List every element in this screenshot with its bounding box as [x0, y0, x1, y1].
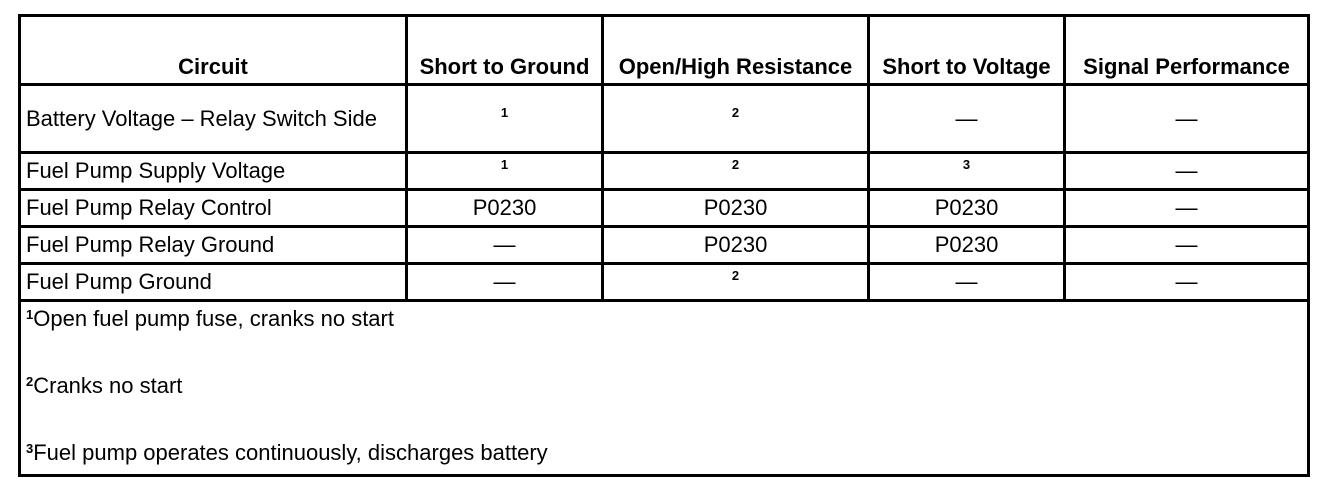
footnote-text: Cranks no start [33, 373, 183, 398]
header-short-to-voltage: Short to Voltage [869, 16, 1065, 85]
short-to-ground-cell: 1 [407, 85, 603, 153]
short-to-voltage-cell: — [869, 264, 1065, 301]
table-row [20, 153, 1309, 190]
header-signal-performance: Signal Performance [1065, 16, 1309, 85]
footnote-mark: 1 [26, 307, 34, 322]
signal-performance-cell: — [1065, 190, 1309, 227]
footnote-mark: 2 [26, 374, 34, 389]
table-row [20, 190, 1309, 227]
header-short-to-ground: Short to Ground [407, 16, 603, 85]
short-to-ground-cell: 1 [407, 153, 603, 190]
short-to-ground-cell: — [407, 264, 603, 301]
footnote-text: Open fuel pump fuse, cranks no start [33, 306, 394, 331]
table-row [20, 85, 1309, 153]
header-row [20, 16, 1309, 85]
signal-performance-cell: — [1065, 264, 1309, 301]
open-high-resistance-cell: 2 [603, 153, 869, 190]
header-circuit: Circuit [20, 16, 407, 85]
circuit-diagnostic-table [18, 14, 1310, 477]
short-to-voltage-cell: P0230 [869, 227, 1065, 264]
short-to-voltage-cell: — [869, 85, 1065, 153]
footnote [26, 302, 1302, 369]
short-to-ground-cell: — [407, 227, 603, 264]
signal-performance-cell: — [1065, 153, 1309, 190]
short-to-voltage-cell: 3 [869, 153, 1065, 190]
footnote [26, 369, 1302, 436]
footnote-mark: 3 [26, 441, 34, 456]
footnotes [20, 301, 1309, 476]
signal-performance-cell: — [1065, 227, 1309, 264]
footnote [26, 436, 1302, 470]
circuit-name: Fuel Pump Ground [20, 264, 407, 301]
circuit-name: Fuel Pump Supply Voltage [20, 153, 407, 190]
open-high-resistance-cell: 2 [603, 85, 869, 153]
short-to-voltage-cell: P0230 [869, 190, 1065, 227]
circuit-name: Fuel Pump Relay Control [20, 190, 407, 227]
open-high-resistance-cell: P0230 [603, 190, 869, 227]
table-row [20, 264, 1309, 301]
header-open-high-resistance: Open/High Resistance [603, 16, 869, 85]
circuit-name: Battery Voltage – Relay Switch Side [20, 85, 407, 153]
table-row [20, 227, 1309, 264]
footnote-text: Fuel pump operates continuously, discharges battery [33, 440, 548, 465]
open-high-resistance-cell: P0230 [603, 227, 869, 264]
open-high-resistance-cell: 2 [603, 264, 869, 301]
circuit-name: Fuel Pump Relay Ground [20, 227, 407, 264]
short-to-ground-cell: P0230 [407, 190, 603, 227]
signal-performance-cell: — [1065, 85, 1309, 153]
notes-row [20, 301, 1309, 476]
